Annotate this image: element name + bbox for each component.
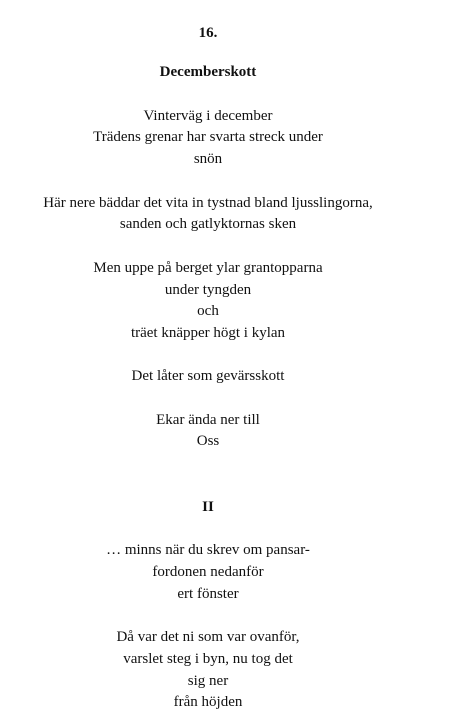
poem-line: från höjden: [173, 694, 243, 710]
poem-line: Men uppe på berget ylar grantopparna: [93, 260, 323, 276]
poem-line: Då var det ni som var ovanför,: [116, 629, 300, 645]
poem-line: Ekar ända ner till: [156, 412, 260, 428]
poem-line: under tyngden: [164, 282, 252, 298]
poem-line: Vinterväg i december: [143, 108, 273, 124]
poem-line: sanden och gatlyktornas sken: [119, 216, 297, 232]
poem-line: fordonen nedanför: [152, 564, 264, 580]
poem-number: 16.: [198, 25, 218, 41]
poem-line: varslet steg i byn, nu tog det: [123, 651, 293, 667]
poem-line: sig ner: [187, 673, 229, 689]
poem-line: snön: [193, 151, 223, 167]
poem-line: Det låter som gevärsskott: [131, 368, 285, 384]
poem-line: träet knäpper högt i kylan: [130, 325, 286, 341]
section-heading: II: [202, 499, 214, 515]
poem-line: … minns när du skrev om pansar-: [106, 542, 310, 558]
poem-title: Decemberskott: [159, 64, 257, 80]
poem-line: ert fönster: [177, 586, 239, 602]
poem-line: Här nere bäddar det vita in tystnad bland ljusslingorna,: [43, 195, 373, 211]
poem-line: Oss: [196, 433, 220, 449]
poem-line: Trädens grenar har svarta streck under: [93, 129, 323, 145]
poem-line: och: [197, 303, 219, 319]
